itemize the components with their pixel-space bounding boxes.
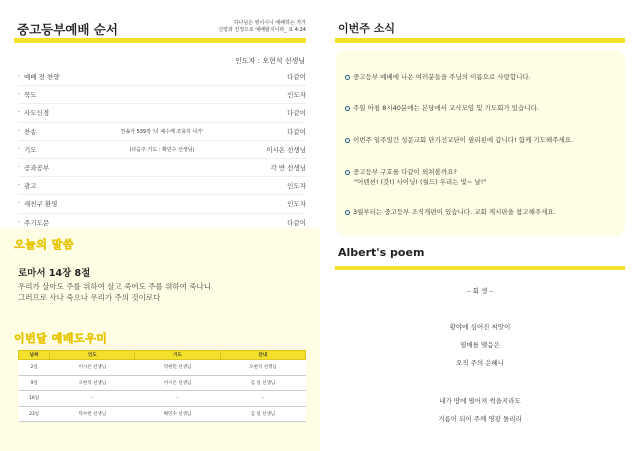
order-item-person: 다같이 bbox=[287, 109, 306, 118]
table-header-row bbox=[19, 351, 306, 360]
verse-text bbox=[18, 281, 211, 303]
order-item-name: 공과공부 bbox=[24, 163, 50, 172]
bullet: · bbox=[18, 72, 21, 80]
bullet: · bbox=[18, 181, 21, 190]
table-row bbox=[19, 375, 306, 391]
table-cell: 김 일 선생님 bbox=[220, 406, 305, 422]
table-cell: 23일 bbox=[19, 406, 50, 422]
order-item-person: 인도자 bbox=[287, 182, 306, 191]
poem-line: 오직 주의 은혜니 bbox=[455, 359, 505, 367]
order-item-name: 묵도 bbox=[24, 91, 37, 100]
bullet-circle-icon bbox=[345, 210, 350, 215]
motto-line: 하나님은 영이시니 예배하는 자가 bbox=[233, 20, 306, 26]
news-text: 주일 아침 8시40분에는 본당에서 교사모임 및 기도회가 있습니다. bbox=[353, 104, 539, 112]
news-item bbox=[345, 167, 486, 187]
table-cell: 확민수 선생님 bbox=[135, 406, 220, 422]
worship-helpers-heading: 이번달 예배도우미 bbox=[14, 332, 108, 345]
news-divider bbox=[335, 38, 625, 43]
bullet: · bbox=[18, 217, 21, 226]
column-header: 날짜 bbox=[19, 351, 50, 360]
poem-title: Albert's poem bbox=[338, 246, 425, 259]
poem-divider bbox=[335, 266, 625, 270]
motto bbox=[218, 20, 306, 34]
page-title: 중고등부예배 순서 bbox=[17, 22, 118, 37]
table-cell: 2일 bbox=[19, 360, 50, 376]
table-cell: – bbox=[135, 391, 220, 407]
bullet: · bbox=[18, 162, 21, 171]
motto-line: 신령과 진정으로 예배할지니라_ 요 4:24 bbox=[218, 27, 306, 33]
table-cell: 16일 bbox=[19, 391, 50, 407]
order-item-name: 주기도문 bbox=[24, 218, 50, 227]
table-cell: – bbox=[220, 391, 305, 407]
news-text-continued: "어텐션! (갓!) 사이닝! (월드) 우리는 빛~ 날!" bbox=[354, 178, 487, 186]
order-item-person: 다같이 bbox=[287, 218, 306, 227]
poem-subtitle: – 회 생 – bbox=[467, 287, 493, 295]
table-cell: 오현석 선생님 bbox=[50, 375, 135, 391]
poem-line: 거름이 되어 주께 영광 돌리리 bbox=[438, 415, 522, 423]
news-item bbox=[345, 103, 539, 113]
order-item-person: 다같이 bbox=[287, 73, 306, 81]
order-item-name: 광고 bbox=[24, 182, 37, 191]
order-of-service bbox=[18, 68, 306, 232]
order-item-note: 찬송가 539장 '너 예수께 조용히 나가' bbox=[120, 128, 204, 135]
order-item-note: (다음주 기도 : 확민수 선생님) bbox=[129, 146, 195, 153]
poem-line: 내가 땅에 떨어져 썩을지라도 bbox=[439, 397, 521, 405]
table-cell: 탁수빈 선생님 bbox=[50, 406, 135, 422]
news-text: 3월부터는 중고등부 조직개편이 있습니다. 교회 게시판을 참고해주세요. bbox=[353, 208, 556, 216]
table-row bbox=[19, 360, 306, 376]
bullet: · bbox=[18, 90, 21, 99]
order-item-name: 사도신경 bbox=[24, 109, 50, 118]
table-cell: 9일 bbox=[19, 375, 50, 391]
table-cell: 오현석 선생님 bbox=[220, 360, 305, 376]
bullet-circle-icon bbox=[345, 75, 350, 80]
poem-line: 황야에 심어진 씨앗이 bbox=[449, 323, 511, 331]
verse-line: 그러므로 사나 죽으나 우리가 주의 것이로다 bbox=[18, 293, 161, 302]
order-row bbox=[18, 177, 306, 195]
column-header: 기도 bbox=[135, 351, 220, 360]
todays-word-heading: 오늘의 말씀 bbox=[14, 238, 74, 251]
bullet: · bbox=[18, 199, 21, 208]
service-leader: 인도자 : 오현석 선생님 bbox=[235, 57, 305, 65]
news-text: 이번주 일주일간 성문교회 단기선교단이 필리핀에 갑니다! 함께 기도해주세요. bbox=[353, 136, 574, 144]
order-row bbox=[18, 123, 306, 141]
helpers-table bbox=[18, 350, 306, 422]
order-item-name: 기도 bbox=[24, 145, 37, 154]
bullet: · bbox=[18, 108, 21, 117]
verse-line: 우리가 살아도 주를 위하여 살고 죽어도 주를 위하여 죽나니 bbox=[18, 282, 211, 291]
order-row bbox=[18, 86, 306, 104]
table-cell: 이시온 선생님 bbox=[135, 375, 220, 391]
order-row bbox=[18, 104, 306, 122]
news-item bbox=[345, 72, 531, 82]
order-item-person: 이시온 선생님 bbox=[266, 145, 306, 154]
order-row bbox=[18, 195, 306, 213]
bullet-circle-icon bbox=[345, 170, 350, 175]
order-item-person: 인도자 bbox=[287, 91, 306, 100]
table-cell: – bbox=[50, 391, 135, 407]
order-item-name: 찬송 bbox=[24, 127, 37, 136]
bullet: · bbox=[18, 126, 21, 135]
order-item-person: 각 반 선생님 bbox=[270, 163, 306, 172]
poem-line: 열매를 맺음은 bbox=[460, 341, 500, 349]
order-item-person: 인도자 bbox=[287, 200, 306, 209]
order-row bbox=[18, 141, 306, 159]
column-header: 인도 bbox=[50, 351, 135, 360]
table-cell: 김 일 선생님 bbox=[220, 375, 305, 391]
news-item bbox=[345, 135, 573, 145]
news-item bbox=[345, 207, 556, 217]
news-title: 이번주 소식 bbox=[338, 22, 395, 35]
order-row bbox=[18, 159, 306, 177]
order-item-name: 새친구 환영 bbox=[24, 200, 58, 209]
table-row bbox=[19, 391, 306, 407]
bullet-circle-icon bbox=[345, 138, 350, 143]
column-header: 안내 bbox=[220, 351, 305, 360]
news-text: 중고등부 구호를 다같이 외쳐볼까요? bbox=[353, 168, 457, 176]
order-row bbox=[18, 68, 306, 86]
order-item-name: 예배 전 찬양 bbox=[24, 73, 60, 81]
bullet: · bbox=[18, 144, 21, 153]
table-cell: 이시온 선생님 bbox=[50, 360, 135, 376]
table-cell: 탁현민 선생님 bbox=[135, 360, 220, 376]
title-divider bbox=[14, 38, 306, 43]
table-row bbox=[19, 406, 306, 422]
order-item-person: 다같이 bbox=[287, 127, 306, 136]
bullet-circle-icon bbox=[345, 106, 350, 111]
verse-reference: 로마서 14장 8절 bbox=[18, 268, 91, 279]
news-text: 중고등부 예배에 나온 여러분들을 주님의 이름으로 사랑합니다. bbox=[353, 73, 531, 81]
